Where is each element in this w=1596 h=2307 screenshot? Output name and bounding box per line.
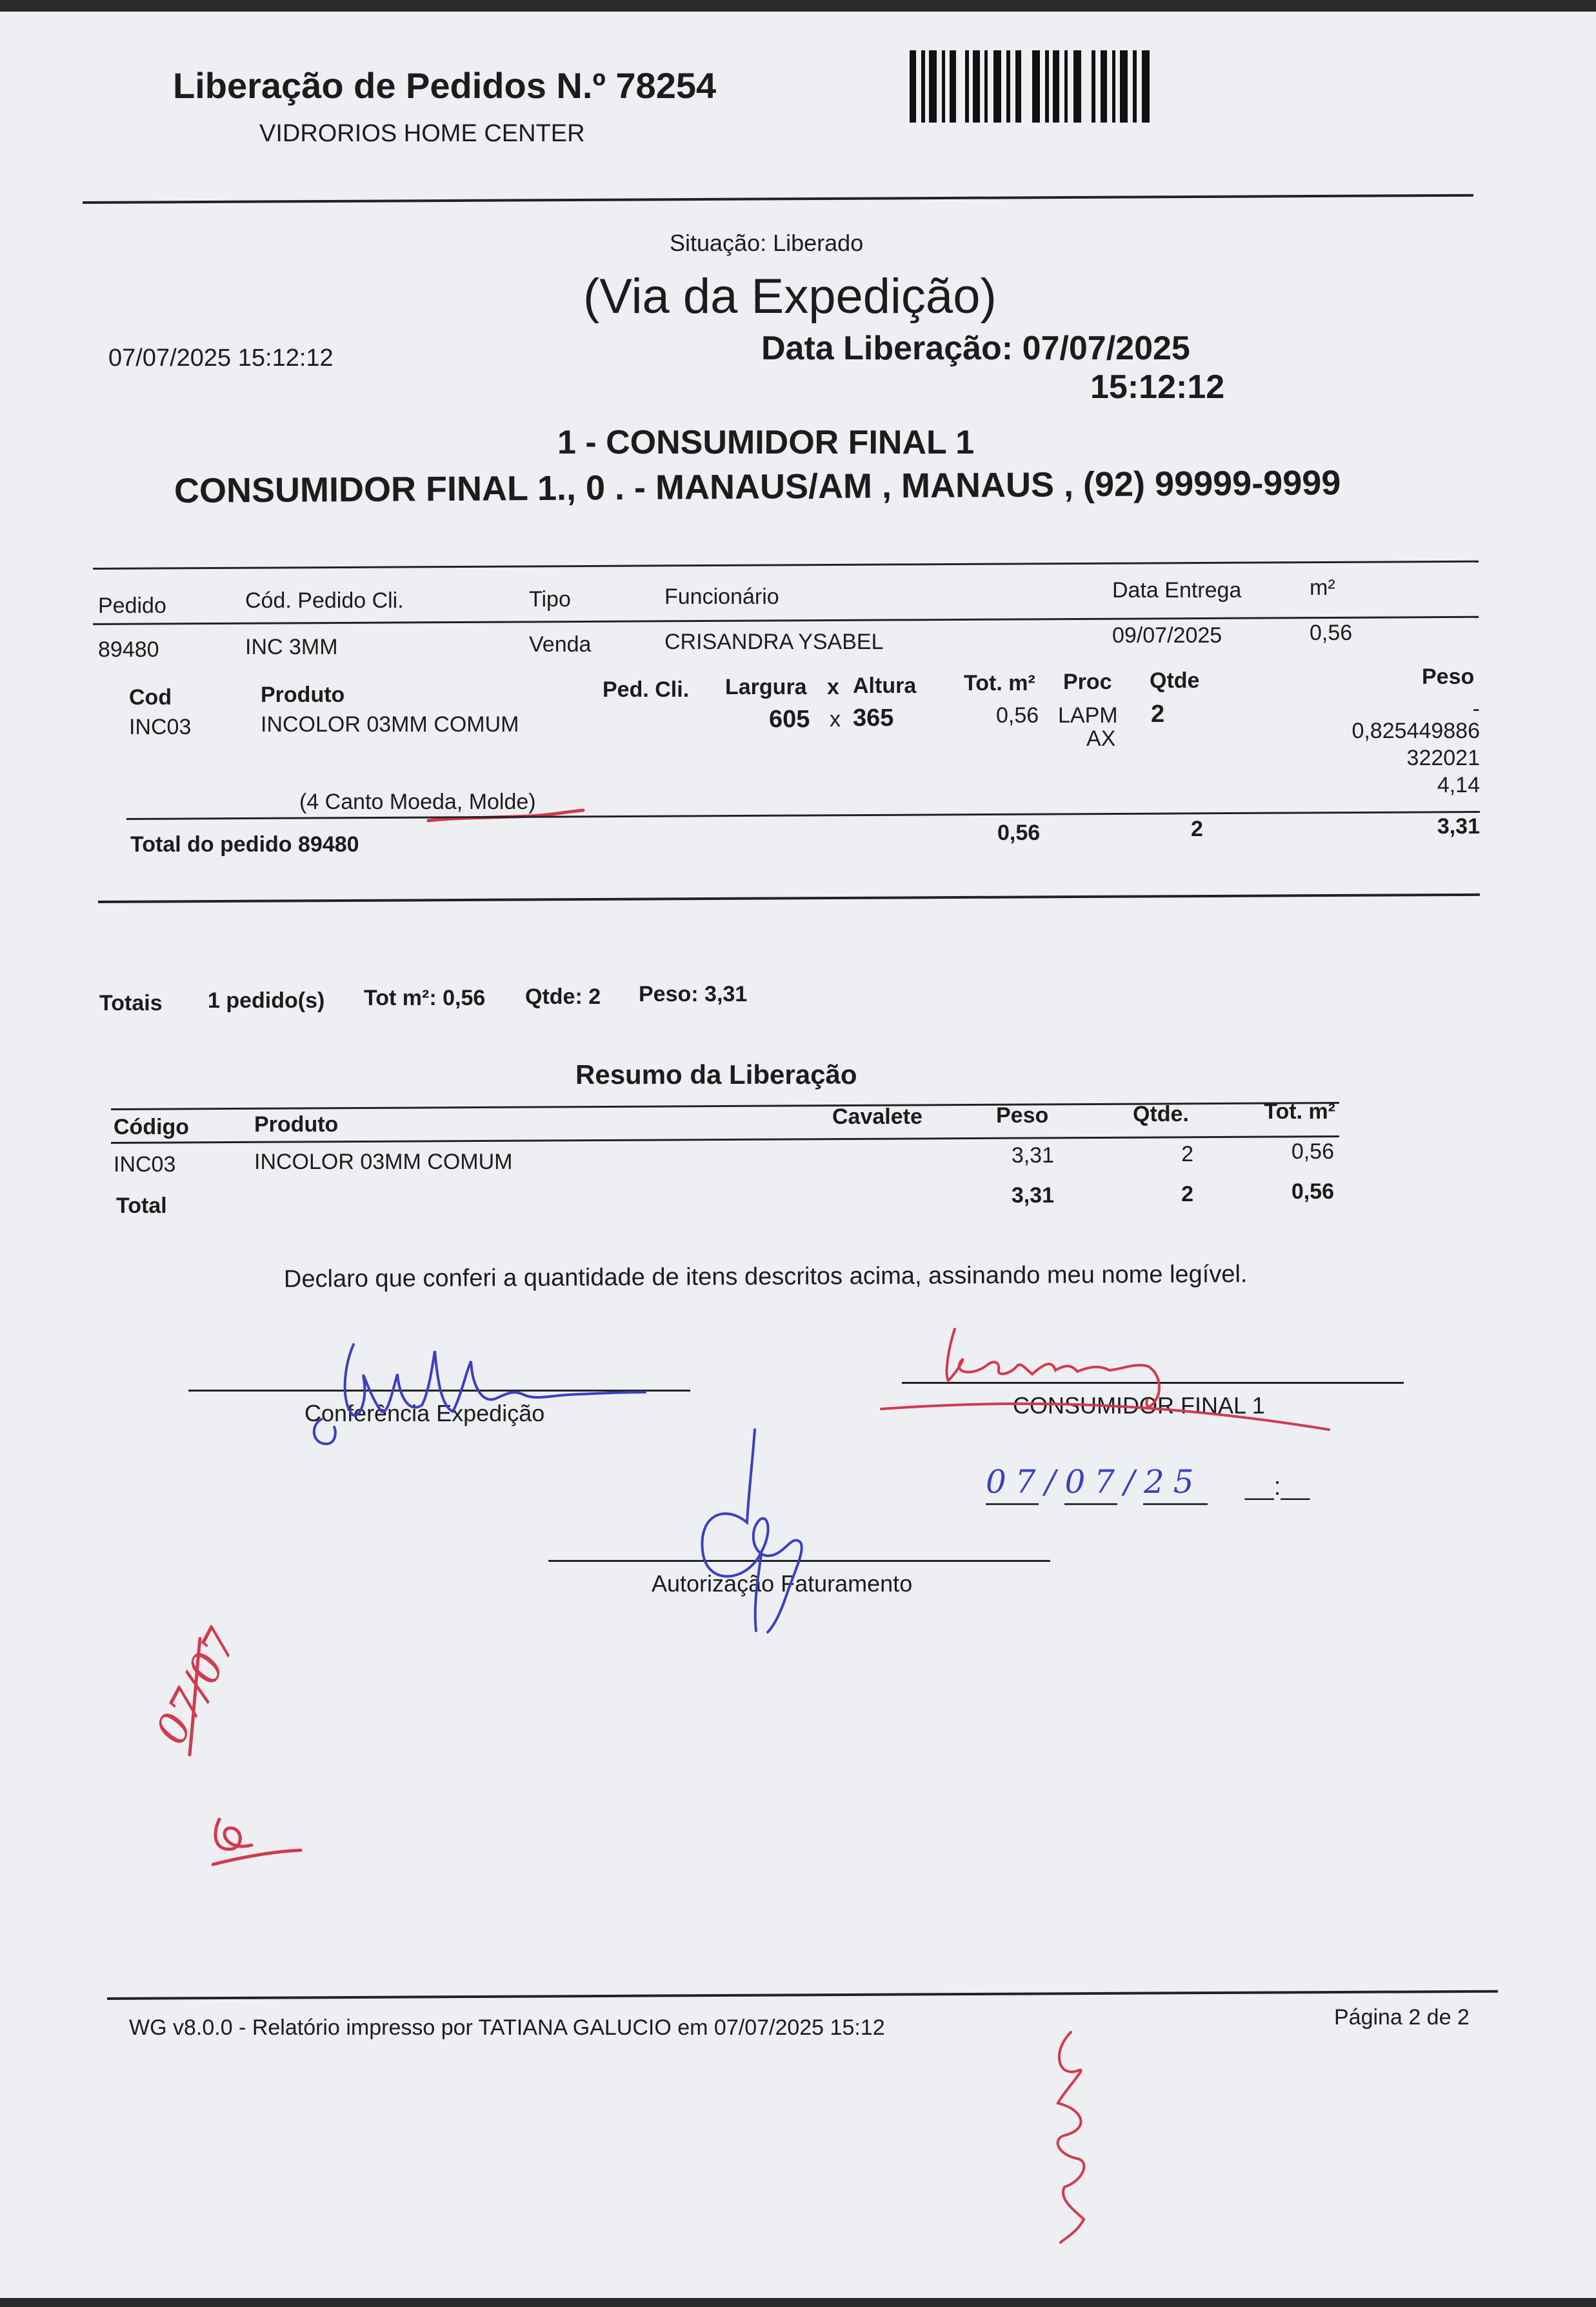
print-datetime: 07/07/2025 15:12:12 [108, 345, 334, 372]
red-underline-mark [426, 801, 587, 827]
order-table-header-rule [93, 616, 1479, 625]
item-largura: 605 [769, 706, 810, 733]
totals-qtde: Qtde: 2 [525, 984, 601, 1009]
order-total-qtde: 2 [1191, 817, 1203, 841]
conferencia-label: Conferência Expedição [304, 1400, 545, 1426]
item-col-altura: Altura [853, 674, 917, 698]
scan-edge-top [0, 0, 1596, 12]
order-table-bottom-rule [98, 894, 1480, 903]
item-peso-dash: - [1472, 697, 1480, 721]
resumo-col-tot-m2: Tot. m² [1264, 1099, 1335, 1124]
resumo-peso: 3,31 [1011, 1143, 1054, 1168]
cliente-label: CONSUMIDOR FINAL 1 [1013, 1392, 1265, 1419]
item-proc-1: LAPM [1058, 703, 1118, 728]
resumo-total-peso: 3,31 [1011, 1183, 1054, 1208]
item-produto: INCOLOR 03MM COMUM [261, 712, 519, 737]
footer-page-number: Página 2 de 2 [1334, 2005, 1470, 2030]
handwritten-date: 07/07/25 [986, 1463, 1203, 1501]
document-title: Liberação de Pedidos N.º 78254 [173, 65, 717, 106]
client-code-name: 1 - CONSUMIDOR FINAL 1 [557, 424, 975, 461]
item-tot-m2: 0,56 [996, 703, 1039, 728]
row-tipo: Venda [529, 632, 592, 657]
order-table-top-rule [93, 561, 1479, 570]
resumo-codigo: INC03 [114, 1152, 176, 1177]
item-qtde: 2 [1151, 701, 1165, 728]
item-col-peso: Peso [1422, 664, 1475, 689]
order-total-peso: 3,31 [1437, 814, 1480, 839]
col-funcionario: Funcionário [664, 584, 779, 609]
item-col-cod: Cod [129, 685, 172, 710]
resumo-title: Resumo da Liberação [575, 1059, 857, 1090]
totals-peso: Peso: 3,31 [639, 982, 748, 1006]
resumo-total-tot-m2: 0,56 [1291, 1179, 1334, 1204]
resumo-col-produto: Produto [254, 1112, 339, 1137]
release-date: Data Liberação: 07/07/2025 [761, 330, 1190, 367]
item-x: x [830, 707, 841, 732]
item-col-largura: Largura [725, 675, 807, 699]
company-name: VIDRORIOS HOME CENTER [259, 120, 585, 147]
totals-label: Totais [99, 991, 163, 1015]
item-col-ped-cli: Ped. Cli. [603, 677, 690, 702]
conferencia-signature [297, 1323, 658, 1477]
scan-edge-bottom [0, 2298, 1596, 2307]
totals-tot-m2: Tot m²: 0,56 [364, 986, 486, 1010]
item-processing-note: (4 Canto Moeda, Molde) [299, 790, 536, 814]
item-cod: INC03 [129, 715, 192, 739]
resumo-produto: INCOLOR 03MM COMUM [254, 1150, 513, 1174]
release-time: 15:12:12 [1090, 368, 1225, 406]
resumo-total-label: Total [116, 1193, 167, 1218]
row-funcionario: CRISANDRA YSABEL [664, 630, 884, 654]
item-peso-line-3: 4,14 [1437, 773, 1480, 797]
margin-handwritten-marks [174, 1626, 316, 1897]
item-peso-line-2: 322021 [1406, 746, 1480, 770]
resumo-col-codigo: Código [114, 1115, 190, 1139]
item-peso-line-1: 0,825449886 [1352, 719, 1480, 743]
via-label: (Via da Expedição) [583, 269, 997, 324]
status-label: Situação: Liberado [670, 230, 864, 256]
date-blank-day [986, 1503, 1039, 1505]
row-m2: 0,56 [1310, 621, 1353, 645]
barcode-icon [910, 50, 1155, 123]
resumo-tot-m2: 0,56 [1291, 1139, 1334, 1164]
item-col-x: x [827, 675, 839, 699]
date-blank-year [1143, 1503, 1208, 1505]
footer-vertical-signature [1032, 2026, 1110, 2245]
item-proc-2: AX [1086, 726, 1116, 751]
item-col-qtde: Qtde [1150, 668, 1200, 693]
col-pedido: Pedido [98, 594, 166, 618]
row-pedido: 89480 [98, 637, 159, 662]
margin-handwritten-date: 07/07 [146, 1621, 248, 1753]
item-col-produto: Produto [261, 683, 345, 707]
resumo-qtde: 2 [1181, 1142, 1193, 1166]
item-altura: 365 [853, 704, 894, 732]
col-tipo: Tipo [529, 587, 571, 612]
resumo-total-qtde: 2 [1181, 1182, 1193, 1206]
footer-rule [107, 1990, 1498, 2000]
autorizacao-label: Autorização Faturamento [652, 1570, 913, 1597]
col-data-entrega: Data Entrega [1112, 578, 1242, 603]
order-total-m2: 0,56 [997, 821, 1041, 845]
autorizacao-signature [677, 1426, 832, 1639]
time-blank: __:__ [1245, 1472, 1310, 1501]
col-m2: m² [1310, 575, 1335, 600]
totals-pedidos: 1 pedido(s) [208, 988, 325, 1013]
cliente-signature [877, 1303, 1342, 1445]
footer-printed-by: WG v8.0.0 - Relatório impresso por TATIANA GALUCIO em 07/07/2025 15:12 [129, 2015, 885, 2040]
row-data-entrega: 09/07/2025 [1112, 623, 1222, 648]
item-col-proc: Proc [1063, 670, 1112, 694]
header-divider [83, 194, 1473, 204]
item-col-tot-m2: Tot. m² [964, 671, 1035, 695]
row-cod-pedido-cli: INC 3MM [245, 635, 338, 659]
resumo-col-qtde: Qtde. [1133, 1102, 1189, 1126]
order-total-label: Total do pedido 89480 [130, 832, 359, 857]
client-address: CONSUMIDOR FINAL 1., 0 . - MANAUS/AM , MANAUS , (92) 99999-9999 [174, 463, 1341, 510]
declaration-text: Declaro que conferi a quantidade de itens descritos acima, assinando meu nome legível. [283, 1261, 1248, 1293]
resumo-col-cavalete: Cavalete [832, 1104, 923, 1129]
col-cod-pedido-cli: Cód. Pedido Cli. [245, 588, 404, 613]
resumo-col-peso: Peso [996, 1103, 1049, 1128]
date-blank-month [1064, 1503, 1117, 1505]
